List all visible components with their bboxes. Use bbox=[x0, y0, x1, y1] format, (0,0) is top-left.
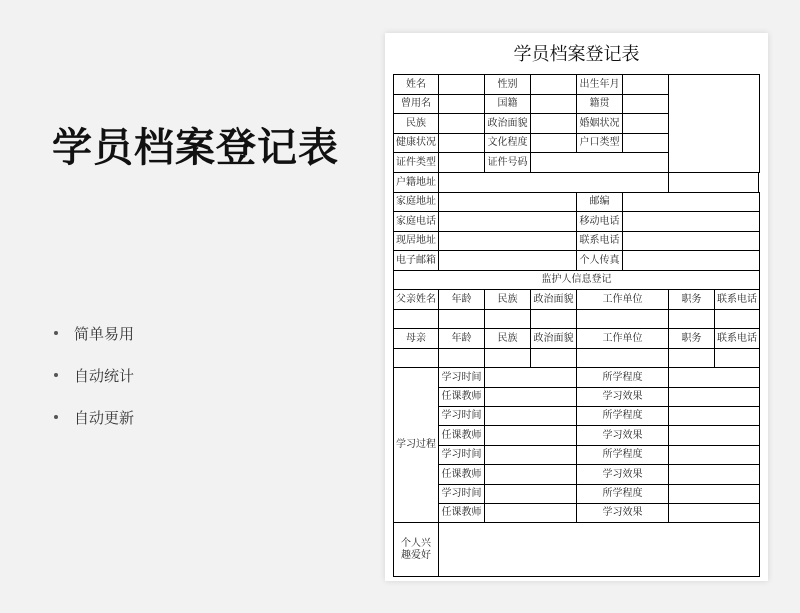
father-phone-value[interactable] bbox=[714, 309, 760, 329]
father-employer-value[interactable] bbox=[576, 309, 669, 329]
teacher-label: 任课教师 bbox=[438, 464, 485, 485]
feature-label: 自动更新 bbox=[74, 408, 135, 427]
promo-title: 学员档案登记表 bbox=[52, 125, 339, 171]
former-name-label: 曾用名 bbox=[393, 94, 439, 114]
document-title: 学员档案登记表 bbox=[513, 44, 640, 65]
personal-fax-value[interactable] bbox=[622, 250, 760, 271]
employer-header: 工作单位 bbox=[576, 289, 669, 310]
effect-value[interactable] bbox=[668, 464, 760, 485]
gender-label: 性别 bbox=[484, 74, 531, 95]
level-label: 所学程度 bbox=[576, 445, 669, 465]
health-value[interactable] bbox=[438, 133, 485, 153]
photo-area[interactable] bbox=[668, 74, 760, 173]
level-value[interactable] bbox=[668, 406, 760, 426]
mother-name-value[interactable] bbox=[393, 348, 439, 368]
mother-phone-value[interactable] bbox=[714, 348, 760, 368]
native-place-label: 籍贯 bbox=[576, 94, 623, 114]
id-type-label: 证件类型 bbox=[393, 152, 439, 173]
teacher-label: 任课教师 bbox=[438, 503, 485, 523]
father-name-value[interactable] bbox=[393, 309, 439, 329]
health-label: 健康状况 bbox=[393, 133, 439, 153]
ethnicity-value[interactable] bbox=[438, 113, 485, 134]
home-address-value[interactable] bbox=[438, 192, 577, 212]
mobile-value[interactable] bbox=[622, 211, 760, 232]
id-type-value[interactable] bbox=[438, 152, 485, 173]
contact-phone-header: 联系电话 bbox=[714, 289, 760, 310]
hobby-label: 个人兴趣爱好 bbox=[393, 522, 439, 577]
education-label: 文化程度 bbox=[484, 133, 531, 153]
effect-label: 学习效果 bbox=[576, 464, 669, 485]
father-political-value[interactable] bbox=[530, 309, 577, 329]
effect-value[interactable] bbox=[668, 387, 760, 407]
nationality-label: 国籍 bbox=[484, 94, 531, 114]
ethnicity-label: 民族 bbox=[393, 113, 439, 134]
political-status-header: 政治面貌 bbox=[530, 289, 577, 310]
study-time-value[interactable] bbox=[484, 445, 577, 465]
mobile-label: 移动电话 bbox=[576, 211, 623, 232]
home-phone-value[interactable] bbox=[438, 211, 577, 232]
teacher-value[interactable] bbox=[484, 387, 577, 407]
study-time-label: 学习时间 bbox=[438, 367, 485, 388]
bullet-icon bbox=[54, 373, 58, 377]
level-value[interactable] bbox=[668, 445, 760, 465]
hukou-type-value[interactable] bbox=[622, 133, 669, 153]
teacher-label: 任课教师 bbox=[438, 425, 485, 446]
level-value[interactable] bbox=[668, 367, 760, 388]
contact-phone-header: 联系电话 bbox=[714, 328, 760, 349]
email-label: 电子邮箱 bbox=[393, 250, 439, 271]
teacher-value[interactable] bbox=[484, 503, 577, 523]
study-time-label: 学习时间 bbox=[438, 484, 485, 504]
level-value[interactable] bbox=[668, 484, 760, 504]
id-number-value[interactable] bbox=[530, 152, 669, 173]
effect-label: 学习效果 bbox=[576, 425, 669, 446]
level-label: 所学程度 bbox=[576, 406, 669, 426]
study-time-label: 学习时间 bbox=[438, 445, 485, 465]
study-time-value[interactable] bbox=[484, 484, 577, 504]
contact-phone-value[interactable] bbox=[622, 231, 760, 251]
mother-position-value[interactable] bbox=[668, 348, 715, 368]
name-label: 姓名 bbox=[393, 74, 439, 95]
employer-header: 工作单位 bbox=[576, 328, 669, 349]
current-address-label: 现居地址 bbox=[393, 231, 439, 251]
mother-label: 母亲 bbox=[393, 328, 439, 349]
position-header: 职务 bbox=[668, 289, 715, 310]
hukou-address-value[interactable] bbox=[438, 172, 669, 193]
gender-value[interactable] bbox=[530, 74, 577, 95]
study-time-value[interactable] bbox=[484, 406, 577, 426]
ethnicity-header: 民族 bbox=[484, 328, 531, 349]
birth-date-label: 出生年月 bbox=[576, 74, 623, 95]
study-time-label: 学习时间 bbox=[438, 406, 485, 426]
age-header: 年龄 bbox=[438, 289, 485, 310]
feature-list bbox=[54, 312, 134, 438]
political-status-label: 政治面貌 bbox=[484, 113, 531, 134]
political-status-value[interactable] bbox=[530, 113, 577, 134]
feature-label: 简单易用 bbox=[74, 324, 135, 343]
education-value[interactable] bbox=[530, 133, 577, 153]
position-header: 职务 bbox=[668, 328, 715, 349]
mother-employer-value[interactable] bbox=[576, 348, 669, 368]
birth-date-value[interactable] bbox=[622, 74, 669, 95]
postcode-label: 邮编 bbox=[576, 192, 623, 212]
contact-phone-label: 联系电话 bbox=[576, 231, 623, 251]
father-label: 父亲姓名 bbox=[393, 289, 439, 310]
personal-fax-label: 个人传真 bbox=[576, 250, 623, 271]
effect-value[interactable] bbox=[668, 425, 760, 446]
teacher-label: 任课教师 bbox=[438, 387, 485, 407]
hukou-type-label: 户口类型 bbox=[576, 133, 623, 153]
feature-label: 自动统计 bbox=[74, 366, 135, 385]
home-phone-label: 家庭电话 bbox=[393, 211, 439, 232]
study-time-value[interactable] bbox=[484, 367, 577, 388]
ethnicity-header: 民族 bbox=[484, 289, 531, 310]
mother-political-value[interactable] bbox=[530, 348, 577, 368]
native-place-value[interactable] bbox=[622, 94, 669, 114]
father-ethnicity-value[interactable] bbox=[484, 309, 531, 329]
current-address-value[interactable] bbox=[438, 231, 577, 251]
study-process-label: 学习过程 bbox=[393, 367, 439, 523]
level-label: 所学程度 bbox=[576, 367, 669, 388]
name-value[interactable] bbox=[438, 74, 485, 95]
hobby-value[interactable] bbox=[438, 522, 760, 577]
bullet-icon bbox=[54, 415, 58, 419]
teacher-value[interactable] bbox=[484, 464, 577, 485]
hukou-address-label: 户籍地址 bbox=[393, 172, 439, 193]
mother-age-value[interactable] bbox=[438, 348, 485, 368]
age-header: 年龄 bbox=[438, 328, 485, 349]
effect-label: 学习效果 bbox=[576, 387, 669, 407]
feature-item bbox=[54, 396, 134, 438]
postcode-value[interactable] bbox=[622, 192, 760, 212]
email-value[interactable] bbox=[438, 250, 577, 271]
effect-value[interactable] bbox=[668, 503, 760, 523]
political-status-header: 政治面貌 bbox=[530, 328, 577, 349]
id-number-label: 证件号码 bbox=[484, 152, 531, 173]
teacher-value[interactable] bbox=[484, 425, 577, 446]
feature-item bbox=[54, 354, 134, 396]
father-age-value[interactable] bbox=[438, 309, 485, 329]
level-label: 所学程度 bbox=[576, 484, 669, 504]
father-position-value[interactable] bbox=[668, 309, 715, 329]
bullet-icon bbox=[54, 331, 58, 335]
home-address-label: 家庭地址 bbox=[393, 192, 439, 212]
feature-item bbox=[54, 312, 134, 354]
marital-status-label: 婚姻状况 bbox=[576, 113, 623, 134]
guardian-section-title: 监护人信息登记 bbox=[393, 270, 760, 290]
marital-status-value[interactable] bbox=[622, 113, 669, 134]
mother-ethnicity-value[interactable] bbox=[484, 348, 531, 368]
nationality-value[interactable] bbox=[530, 94, 577, 114]
effect-label: 学习效果 bbox=[576, 503, 669, 523]
former-name-value[interactable] bbox=[438, 94, 485, 114]
